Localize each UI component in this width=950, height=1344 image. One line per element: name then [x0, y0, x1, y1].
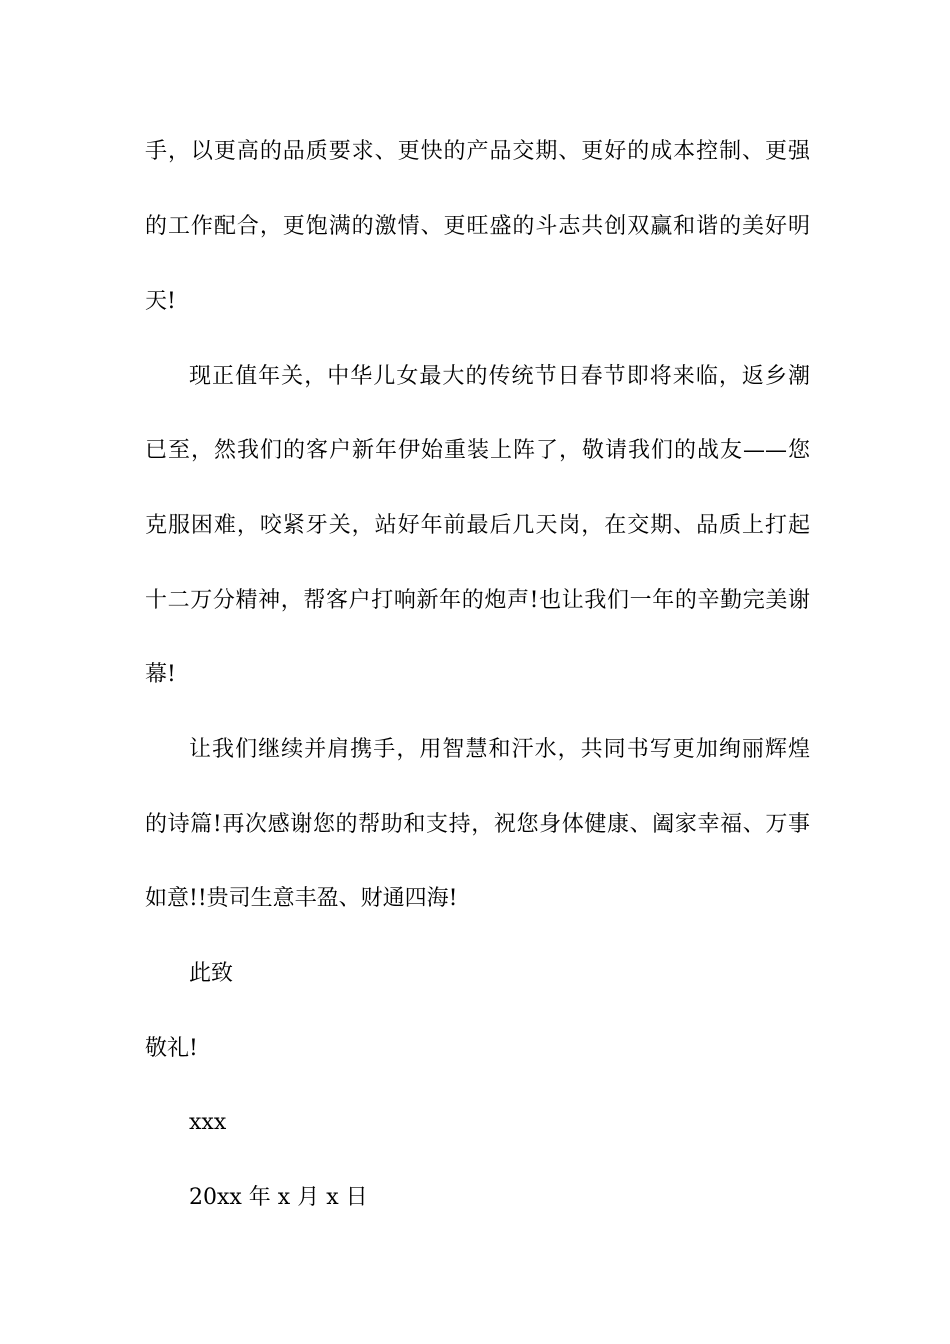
paragraph-3-line-2: 的诗篇!再次感谢您的帮助和支持，祝您身体健康、阖家幸福、万事 — [145, 812, 810, 837]
paragraph-3-line-3: 如意!!贵司生意丰盈、财通四海! — [145, 886, 458, 911]
paragraph-1-line-1: 手，以更高的品质要求、更快的产品交期、更好的成本控制、更强 — [145, 139, 810, 164]
signature-text: xxx — [189, 1110, 227, 1135]
paragraph-1-line-2: 的工作配合，更饱满的激情、更旺盛的斗志共创双赢和谐的美好明 — [145, 214, 810, 239]
paragraph-2-line-2: 已至，然我们的客户新年伊始重装上阵了，敬请我们的战友——您 — [145, 438, 810, 463]
paragraph-2-line-5: 幕! — [145, 662, 176, 687]
salutation-text: 敬礼! — [145, 1036, 198, 1061]
paragraph-3-line-1: 让我们继续并肩携手，用智慧和汗水，共同书写更加绚丽辉煌 — [189, 737, 810, 762]
paragraph-1-line-3: 天! — [145, 289, 176, 314]
paragraph-2-line-4: 十二万分精神，帮客户打响新年的炮声!也让我们一年的辛勤完美谢 — [145, 588, 810, 613]
date-text: 20xx 年 x 月 x 日 — [189, 1185, 368, 1210]
paragraph-2-line-3: 克服困难，咬紧牙关，站好年前最后几天岗，在交期、品质上打起 — [145, 513, 810, 538]
paragraph-2-line-1: 现正值年关，中华儿女最大的传统节日春节即将来临，返乡潮 — [189, 364, 810, 389]
closing-text: 此致 — [189, 961, 234, 986]
